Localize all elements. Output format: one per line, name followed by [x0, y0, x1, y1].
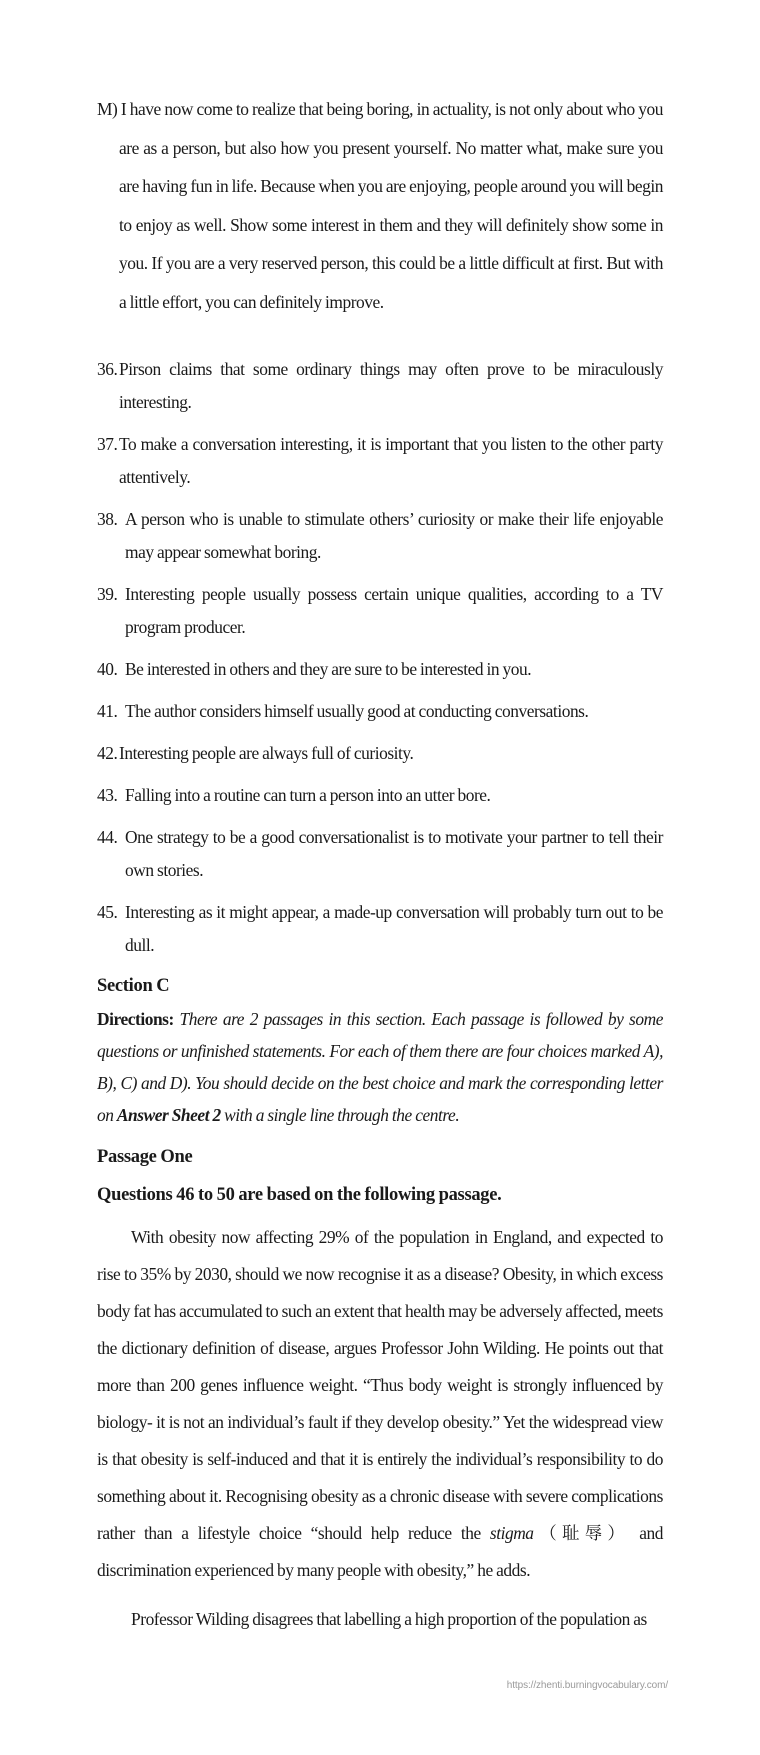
- statement-number: 43.: [97, 785, 118, 805]
- stigma-word: stigma: [489, 1523, 534, 1543]
- paragraph-m: [97, 90, 663, 321]
- statement-number: 36.: [97, 359, 118, 379]
- statement-item: [97, 821, 663, 887]
- statement-item: [97, 779, 663, 812]
- statement-item: [97, 428, 663, 494]
- statement-text: A person who is unable to stimulate others’ curiosity or make their life enjoyable may appear somewhat boring.: [125, 509, 663, 562]
- directions: [97, 1003, 663, 1131]
- statement-item: [97, 353, 663, 419]
- statement-text: Interesting people usually possess certain unique qualities, according to a TV program producer.: [125, 584, 663, 637]
- statement-item: [97, 896, 663, 962]
- statement-text: The author considers himself usually good at conducting conversations.: [125, 701, 589, 721]
- section-c: [97, 976, 663, 1638]
- directions-label: Directions:: [97, 1009, 174, 1029]
- statement-item: [97, 737, 663, 770]
- statement-number: 37.: [97, 434, 118, 454]
- passage-text: With obesity now affecting 29% of the population in England, and expected to rise to 35% by 2030, should we now recognise it as a disease? Obesity, in which excess body fat has accumulated to such an extent that health may be adversely affected, meets the dictionary definition of disease, argues Professor John Wilding. He points out that more than 200 genes influence weight. “Thus body weight is strongly influenced by biology- it is not an individual’s fault if they develop obesity.” Yet the widespread view is that obesity is self-induced and that it is entirely the individual’s responsibility to do something about it. Recognising obesity as a chronic disease with severe complications rather than a lifestyle choice “should help reduce the: [97, 1227, 663, 1543]
- statement-text: Interesting people are always full of curiosity.: [119, 743, 414, 763]
- statement-text: Pirson claims that some ordinary things may often prove to be miraculously interesting.: [119, 359, 663, 412]
- stigma-gloss: （耻辱）: [533, 1523, 631, 1543]
- statement-number: 38.: [97, 509, 118, 529]
- footer-url: https://zhenti.burningvocabulary.com/: [506, 1680, 668, 1691]
- statement-item: [97, 503, 663, 569]
- statement-number: 39.: [97, 584, 118, 604]
- statement-number: 45.: [97, 902, 118, 922]
- directions-text-end: with a single line through the centre.: [220, 1105, 460, 1125]
- statement-item: [97, 695, 663, 728]
- statement-number: 42.: [97, 743, 118, 763]
- statement-text: Falling into a routine can turn a person into an utter bore.: [125, 785, 491, 805]
- questions-title: Questions 46 to 50 are based on the following passage.: [97, 1185, 502, 1205]
- passage-paragraph: [97, 1219, 663, 1589]
- passage-title: Passage One: [97, 1147, 193, 1167]
- statement-text: Be interested in others and they are sure to be interested in you.: [125, 659, 532, 679]
- statement-item: [97, 578, 663, 644]
- statement-text: To make a conversation interesting, it is important that you listen to the other party attentively.: [119, 434, 663, 487]
- directions-text: There are 2 passages in this section. Each passage is followed by some questions or unfinished statements. For each of them there are four choices marked A), B), C) and D). You should decide on the best choice and mark the corresponding letter on: [97, 1009, 663, 1125]
- section-heading: Section C: [97, 976, 170, 996]
- answer-sheet-label: Answer Sheet 2: [116, 1105, 221, 1125]
- statement-number: 44.: [97, 827, 118, 847]
- passage-paragraph: Professor Wilding disagrees that labelling a high proportion of the population as: [131, 1609, 647, 1629]
- statement-text: One strategy to be a good conversationalist is to motivate your partner to tell their own stories.: [125, 827, 663, 880]
- statements-list: [97, 353, 663, 971]
- statement-number: 41.: [97, 701, 118, 721]
- statement-number: 40.: [97, 659, 118, 679]
- paragraph-m-body: I have now come to realize that being boring, in actuality, is not only about who you are as a person, but also how you present yourself. No matter what, make sure you are having fun in life. Because when you are enjoying, people around you will begin to enjoy as well. Show some interest in them and they will definitely show some in you. If you are a very reserved person, this could be a little difficult at first. But with a little effort, you can definitely improve.: [119, 99, 663, 312]
- paragraph-m-text: [97, 90, 663, 321]
- paragraph-m-label: M): [97, 99, 118, 119]
- statement-text: Interesting as it might appear, a made-up conversation will probably turn out to be dull.: [125, 902, 663, 955]
- passage-text-end: and discrimination experienced by many people with obesity,” he adds.: [97, 1523, 664, 1580]
- statement-item: [97, 653, 663, 686]
